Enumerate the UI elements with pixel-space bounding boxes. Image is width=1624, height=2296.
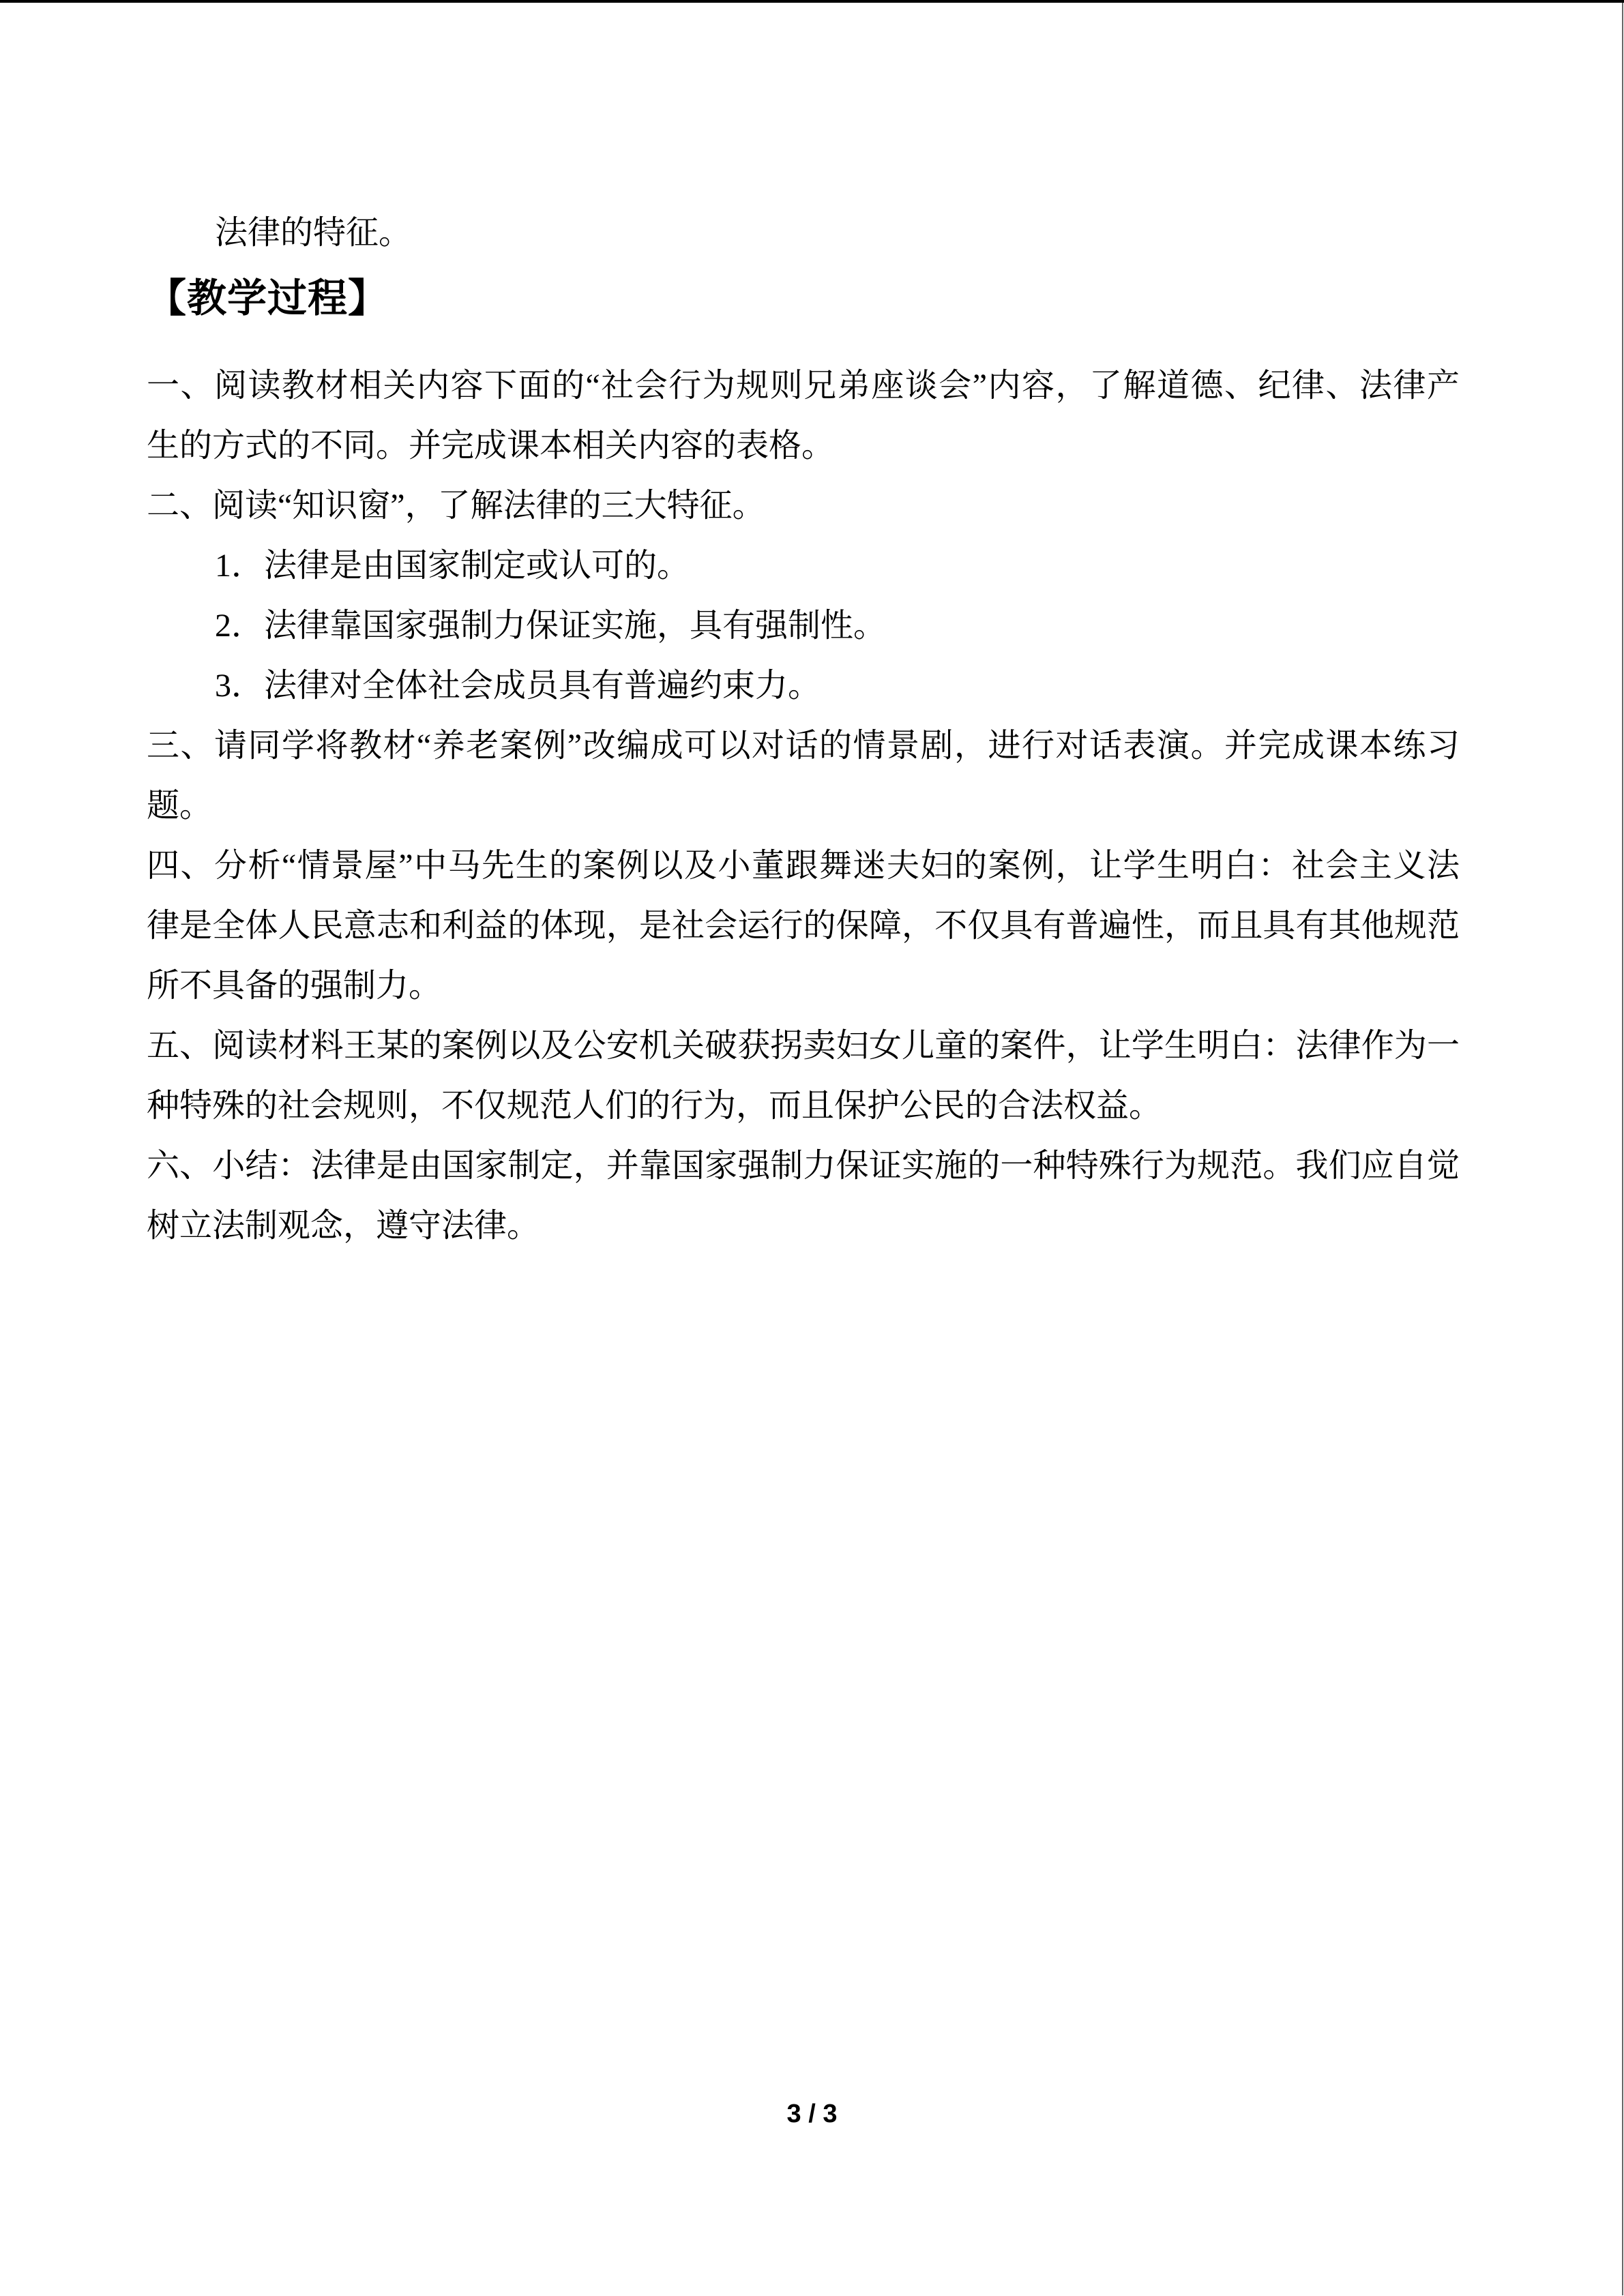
text-line: 题。 [147, 788, 213, 824]
text-line: 种特殊的社会规则，不仅规范人们的行为，而且保护公民的合法权益。 [147, 1088, 1162, 1124]
page-number-indicator: 3 / 3 [786, 2100, 838, 2128]
page-top-rule [0, 0, 1624, 3]
document-body [147, 203, 1460, 1256]
text-line: 1．法律是由国家制定或认可的。 [215, 548, 690, 584]
text-line: 二、阅读“知识窗”，了解法律的三大特征。 [147, 488, 765, 524]
text-line: 四、分析“情景屋”中马先生的案例以及小董跟舞迷夫妇的案例，让学生明白：社会主义法 [147, 848, 1460, 884]
text-line: 三、请同学将教材“养老案例”改编成可以对话的情景剧，进行对话表演。并完成课本练习 [147, 728, 1460, 764]
text-line: 树立法制观念，遵守法律。 [147, 1208, 540, 1244]
page-right-rule [1622, 3, 1623, 2295]
text-line: 法律的特征。 [215, 215, 412, 251]
text-line: 2．法律靠国家强制力保证实施，具有强制性。 [215, 608, 887, 644]
text-line: 3．法律对全体社会成员具有普遍约束力。 [215, 668, 821, 704]
text-line: 六、小结：法律是由国家制定，并靠国家强制力保证实施的一种特殊行为规范。我们应自觉 [147, 1148, 1460, 1184]
text-line: 一、阅读教材相关内容下面的“社会行为规则兄弟座谈会”内容，了解道德、纪律、法律产 [147, 368, 1460, 404]
text-line: 五、阅读材料王某的案例以及公安机关破获拐卖妇女儿童的案件，让学生明白：法律作为一 [147, 1028, 1460, 1064]
section-heading: 【教学过程】 [147, 276, 389, 320]
text-line: 生的方式的不同。并完成课本相关内容的表格。 [147, 428, 835, 464]
text-line: 律是全体人民意志和利益的体现，是社会运行的保障，不仅具有普遍性，而且具有其他规范 [147, 908, 1460, 944]
text-line: 所不具备的强制力。 [147, 968, 442, 1004]
